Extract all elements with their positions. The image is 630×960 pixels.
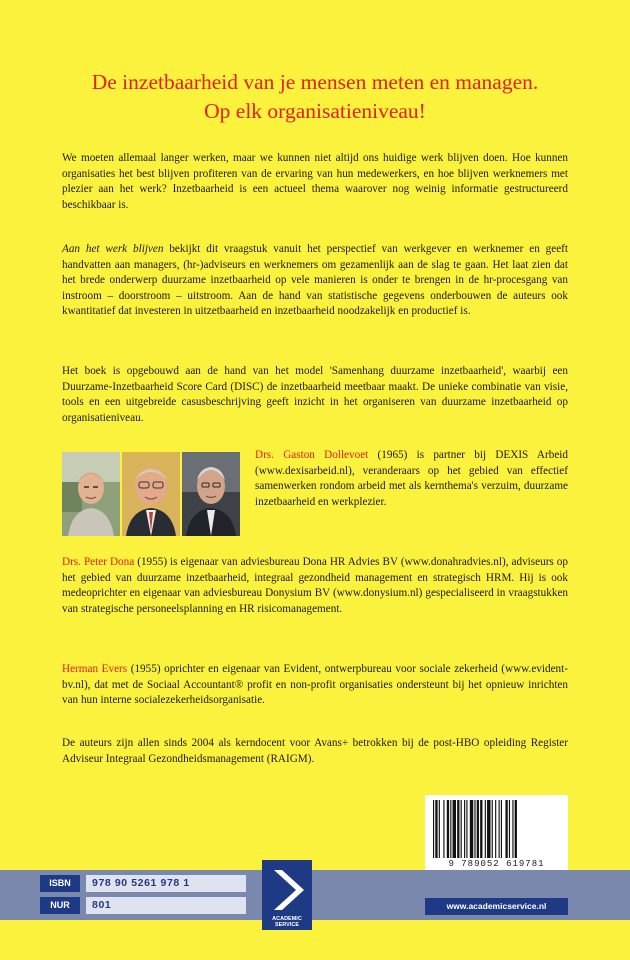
author-name-dollevoet: Drs. Gaston Dollevoet	[255, 449, 369, 461]
barcode-bar	[480, 800, 482, 858]
barcode-bar	[464, 800, 465, 858]
author-bio-dollevoet-text: (1965) is partner bij DEXIS Arbeid (www.dexisarbeid.nl), veranderaars op het gebied van effectief samenwerken rondom arbeid met als kernthema's verzuim, duurzame inzetbaarheid en werkplezier.	[255, 449, 568, 508]
barcode-bar	[470, 800, 473, 858]
barcode-bar	[515, 800, 517, 858]
isbn-value: 978 90 5261 978 1	[86, 875, 246, 892]
barcode-bar	[485, 800, 486, 858]
headline	[40, 68, 590, 126]
authors-closing-paragraph: De auteurs zijn allen sinds 2004 als kerndocent voor Avans+ betrokken bij de post-HBO opleiding Register Adviseur Integraal Gezondheidsmanagement (RAIGM).	[62, 737, 568, 765]
barcode-bar	[443, 800, 444, 858]
intro-paragraph: We moeten allemaal langer werken, maar we kunnen niet altijd ons huidige werk blijven doen. Hoe kunnen organisaties het best blijven profiteren van de ervaring van hun medewerkers, en hoe blijven werknemers met plezier aan het werk? Inzetbaarheid is een actueel thema waarover nog weinig informatie gestructureerd beschikbaar is.	[62, 152, 568, 211]
barcode-bar	[495, 800, 496, 858]
barcode-bar	[474, 800, 475, 858]
author-bio-dona-text: (1955) is eigenaar van adviesbureau Dona HR Advies BV (www.donahradvies.nl), adviseurs op het gebied van duurzame inzetbaarheid, integraal gezondheid management en strategisch HRM. Hij is ook medeoprichter en eigenaar van adviesbureau Donysium BV (www.donysium.nl) gespecialiseerd in vraagstukken van strategische personeelsplanning en HR risicomanagement.	[62, 556, 568, 615]
author-bio-dona	[62, 555, 568, 617]
perspective-text: bekijkt dit vraagstuk vanuit het perspectief van werkgever en werknemer en geeft handvatten aan managers, (hr-)adviseurs en werknemers om gezamenlijk aan de slag te gaan. Het laat zien dat het brede onderwerp duurzame inzetbaarheid op vele manieren is onder te brengen in de hr-procesgang van instroom – doorstroom – uitstroom. Aan de hand van statistische gegevens onderbouwen de auteurs ook kwantitatief dat investeren in uitzetbaarheid en inzetbaarheid noodzakelijk en productief is.	[62, 243, 569, 318]
author-bio-evers-text: (1955) oprichter en eigenaar van Evident, ontwerpbureau voor sociale zekerheid (www.evident-bv.nl), dat met de Sociaal Accountant® profit en non-profit organisaties ondersteunt bij het opnieuw inrichten van hun interne socialezekerheidsorganisatie.	[62, 663, 568, 707]
barcode-bar	[466, 800, 467, 858]
barcode-bar	[487, 800, 490, 858]
author-bio-dollevoet	[255, 448, 568, 510]
barcode-bar	[461, 800, 462, 858]
headline-line-1: De inzetbaarheid van je mensen meten en managen.	[91, 70, 539, 94]
isbn-label: ISBN	[40, 875, 80, 892]
barcode-bar	[509, 800, 510, 858]
barcode-bar	[492, 800, 493, 858]
author-photo-dona	[122, 452, 180, 536]
barcode-bar	[447, 800, 449, 858]
barcode-bar	[505, 800, 507, 858]
barcode	[425, 795, 568, 875]
author-bio-evers	[62, 662, 568, 709]
barcode-bar	[435, 800, 437, 858]
barcode-bar	[477, 800, 479, 858]
perspective-paragraph	[62, 242, 568, 320]
barcode-bar	[501, 800, 502, 858]
academic-service-logo	[262, 860, 312, 930]
logo-text-service: SERVICE	[274, 922, 300, 928]
barcode-bar	[453, 800, 456, 858]
barcode-bar	[439, 800, 440, 858]
model-paragraph: Het boek is opgebouwd aan de hand van het model 'Samenhang duurzame inzetbaarheid', waarbij een Duurzame-Inzetbaarheid Score Card (DISC) de inzetbaarheid meetbaar maakt. De unieke combinatie van visie, tools en een uitgebreide casusbeschrijving geeft inzicht in het organiseren van duurzame inzetbaarheid op organisatieniveau.	[62, 365, 568, 424]
barcode-bar	[433, 800, 434, 858]
barcode-bars	[431, 800, 562, 858]
logo-text-academic: ACADEMIC	[272, 916, 302, 922]
author-name-evers: Herman Evers	[62, 663, 128, 675]
publisher-website: www.academicservice.nl	[425, 898, 568, 915]
barcode-bar	[499, 800, 500, 858]
barcode-bar	[450, 800, 451, 858]
barcode-number: 9 789052 619781	[448, 859, 545, 869]
author-photo-dollevoet	[62, 452, 120, 536]
barcode-bar	[512, 800, 513, 858]
nur-value: 801	[86, 897, 246, 914]
book-title-italic: Aan het werk blijven	[62, 243, 164, 255]
headline-line-2: Op elk organisatieniveau!	[204, 99, 426, 123]
barcode-bar	[457, 800, 459, 858]
nur-label: NUR	[40, 897, 80, 914]
author-photo-evers	[182, 452, 240, 536]
author-name-dona: Drs. Peter Dona	[62, 556, 135, 568]
